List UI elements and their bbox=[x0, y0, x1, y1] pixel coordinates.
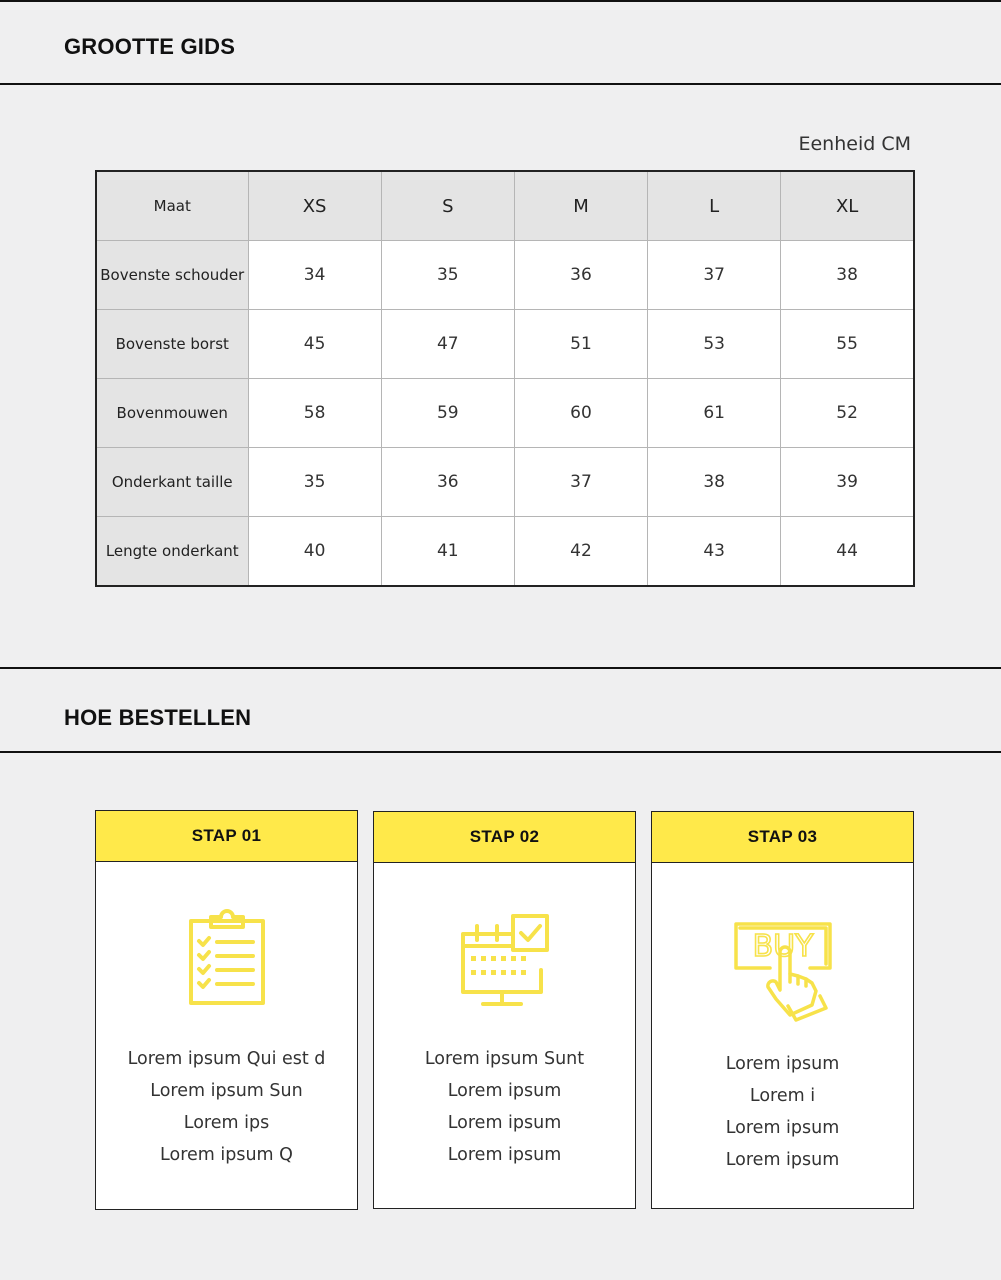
step-line: Lorem ipsum Sun bbox=[150, 1081, 303, 1101]
size-table-header-row bbox=[96, 171, 914, 241]
size-header-xl: XL bbox=[781, 171, 914, 241]
step-card-2 bbox=[373, 811, 636, 1209]
table-cell: 38 bbox=[781, 241, 914, 310]
row-label: Bovenste borst bbox=[96, 310, 248, 379]
step-title: STAP 03 bbox=[652, 812, 913, 863]
table-cell: 45 bbox=[248, 310, 381, 379]
step-line: Lorem ipsum bbox=[447, 1145, 562, 1165]
buy-button-hand-icon bbox=[730, 920, 836, 1024]
step-card-3 bbox=[651, 811, 914, 1209]
size-header-m: M bbox=[514, 171, 647, 241]
size-header-l: L bbox=[648, 171, 781, 241]
step-line: Lorem ipsum bbox=[447, 1081, 562, 1101]
clipboard-checklist-icon bbox=[187, 907, 267, 1007]
step-description bbox=[96, 1043, 357, 1171]
how-to-order-header bbox=[0, 667, 1001, 753]
row-label: Lengte onderkant bbox=[96, 517, 248, 587]
row-label: Bovenmouwen bbox=[96, 379, 248, 448]
table-cell: 52 bbox=[781, 379, 914, 448]
table-row bbox=[96, 310, 914, 379]
calendar-monitor-check-icon bbox=[459, 914, 551, 1008]
table-cell: 43 bbox=[648, 517, 781, 587]
table-cell: 37 bbox=[648, 241, 781, 310]
table-cell: 59 bbox=[381, 379, 514, 448]
table-cell: 38 bbox=[648, 448, 781, 517]
step-line: Lorem ipsum Sunt bbox=[424, 1049, 585, 1069]
table-cell: 34 bbox=[248, 241, 381, 310]
step-line: Lorem ipsum bbox=[725, 1150, 840, 1170]
step-description bbox=[652, 1048, 913, 1176]
table-cell: 41 bbox=[381, 517, 514, 587]
table-cell: 37 bbox=[514, 448, 647, 517]
table-cell: 44 bbox=[781, 517, 914, 587]
buy-icon-text: BUY bbox=[752, 929, 813, 964]
table-cell: 60 bbox=[514, 379, 647, 448]
table-cell: 61 bbox=[648, 379, 781, 448]
step-line: Lorem ips bbox=[183, 1113, 270, 1133]
unit-label: Eenheid CM bbox=[798, 133, 911, 155]
size-table bbox=[95, 170, 915, 587]
table-cell: 40 bbox=[248, 517, 381, 587]
table-cell: 39 bbox=[781, 448, 914, 517]
table-row bbox=[96, 448, 914, 517]
step-line: Lorem ipsum Qui est d bbox=[127, 1049, 326, 1069]
step-title: STAP 01 bbox=[96, 811, 357, 862]
how-to-order-title: HOE BESTELLEN bbox=[64, 705, 252, 730]
size-guide-header bbox=[0, 0, 1001, 85]
table-cell: 58 bbox=[248, 379, 381, 448]
table-row bbox=[96, 241, 914, 310]
table-cell: 51 bbox=[514, 310, 647, 379]
table-cell: 35 bbox=[248, 448, 381, 517]
size-guide-title: GROOTTE GIDS bbox=[64, 34, 236, 59]
size-table-corner: Maat bbox=[96, 171, 248, 241]
table-cell: 47 bbox=[381, 310, 514, 379]
step-card-1 bbox=[95, 810, 358, 1210]
row-label: Onderkant taille bbox=[96, 448, 248, 517]
step-line: Lorem ipsum bbox=[447, 1113, 562, 1133]
step-description bbox=[374, 1043, 635, 1171]
step-line: Lorem ipsum bbox=[725, 1054, 840, 1074]
step-title: STAP 02 bbox=[374, 812, 635, 863]
table-cell: 42 bbox=[514, 517, 647, 587]
size-header-s: S bbox=[381, 171, 514, 241]
row-label: Bovenste schouder bbox=[96, 241, 248, 310]
table-cell: 35 bbox=[381, 241, 514, 310]
table-cell: 55 bbox=[781, 310, 914, 379]
table-cell: 36 bbox=[381, 448, 514, 517]
table-cell: 36 bbox=[514, 241, 647, 310]
step-line: Lorem i bbox=[749, 1086, 816, 1106]
table-row bbox=[96, 379, 914, 448]
step-line: Lorem ipsum Q bbox=[160, 1145, 293, 1165]
size-header-xs: XS bbox=[248, 171, 381, 241]
table-cell: 53 bbox=[648, 310, 781, 379]
step-line: Lorem ipsum bbox=[725, 1118, 840, 1138]
table-row bbox=[96, 517, 914, 587]
